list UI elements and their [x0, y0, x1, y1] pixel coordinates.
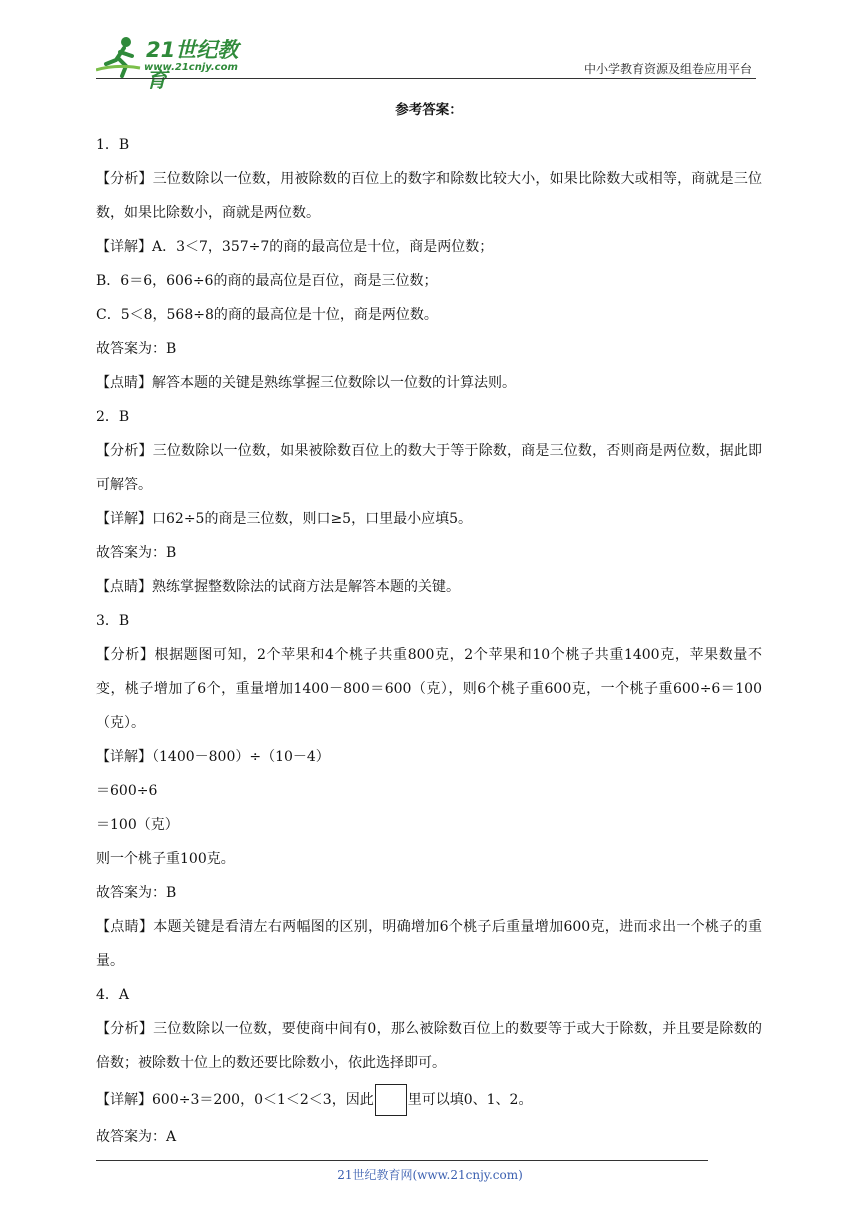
page-title: 参考答案： [395, 102, 463, 118]
q2-detail-text: 口62÷5的商是三位数，则口≥5，口里最小应填5。 [152, 511, 472, 527]
q1-analysis [96, 162, 762, 230]
blank-box [375, 1084, 407, 1116]
analysis-tag: 【分析】 [96, 1021, 154, 1037]
page-footer: 21世纪教育网(www.21cnjy.com) [337, 1168, 523, 1182]
tip-tag: 【点睛】 [96, 919, 154, 935]
q3-tip-text: 本题关键是看清左右两幅图的区别，明确增加6个桃子后重量增加600克，进而求出一个桃子的重量。 [96, 919, 762, 969]
q4-answer: 4．A [96, 987, 130, 1003]
q3-detail-1: （1400－800）÷（10－4） [152, 749, 330, 765]
q2-detail [96, 502, 762, 536]
header-divider [96, 78, 756, 79]
logo-text: 21世纪教育 [146, 38, 239, 92]
analysis-tag: 【分析】 [96, 171, 153, 187]
q1-detail-a: A．3＜7，357÷7的商的最高位是十位，商是两位数； [152, 239, 494, 255]
q2-tip [96, 570, 762, 604]
q2-tip-text: 熟练掌握整数除法的试商方法是解答本题的关键。 [152, 579, 460, 595]
analysis-tag: 【分析】 [96, 647, 155, 663]
q1-detail-b: B．6＝6，606÷6的商的最高位是百位，商是三位数； [96, 273, 438, 289]
q1-tip-text: 解答本题的关键是熟练掌握三位数除以一位数的计算法则。 [152, 375, 516, 391]
tip-tag: 【点睛】 [96, 375, 152, 391]
q3-detail-4: 则一个桃子重100克。 [96, 851, 235, 867]
q4-final: 故答案为：A [96, 1129, 177, 1145]
q4-detail-before: 600÷3＝200，0＜1＜2＜3，因此 [152, 1092, 374, 1108]
runner-logo-icon [96, 34, 144, 78]
q2-analysis [96, 434, 762, 502]
q3-tip [96, 910, 762, 978]
platform-name: 中小学教育资源及组卷应用平台 [583, 62, 752, 76]
q1-final: 故答案为：B [96, 341, 177, 357]
logo-url: www.21cnjy.com [144, 62, 238, 73]
q2-analysis-text: 三位数除以一位数，如果被除数百位上的数大于等于除数，商是三位数，否则商是两位数，据此即可解答。 [96, 443, 763, 493]
q1-analysis-text: 三位数除以一位数，用被除数的百位上的数字和除数比较大小，如果比除数大或相等，商就是三位数，如果比除数小，商就是两位数。 [96, 171, 763, 221]
site-logo [96, 34, 256, 92]
detail-tag: 【详解】 [96, 511, 152, 527]
q3-detail-2: ＝600÷6 [96, 783, 158, 799]
q4-detail [96, 1080, 762, 1120]
q3-detail [96, 740, 762, 774]
q1-detail-c: C．5＜8，568÷8的商的最高位是十位，商是两位数。 [96, 307, 438, 323]
q2-final: 故答案为：B [96, 545, 177, 561]
q3-analysis [96, 638, 762, 740]
q3-final: 故答案为：B [96, 885, 177, 901]
tip-tag: 【点睛】 [96, 579, 152, 595]
q3-analysis-text: 根据题图可知，2个苹果和4个桃子共重800克，2个苹果和10个桃子共重1400克，苹果数量不变，桃子增加了6个，重量增加1400－800＝600（克），则6个桃子重600克，一个桃子重600÷6＝100（克）。 [96, 647, 763, 731]
detail-tag: 【详解】 [96, 749, 152, 765]
footer-divider [96, 1160, 708, 1161]
q4-detail-after: 里可以填0、1、2。 [407, 1092, 533, 1108]
q4-analysis-text: 三位数除以一位数，要使商中间有0，那么被除数百位上的数要等于或大于除数，并且要是除数的倍数；被除数十位上的数还要比除数小，依此选择即可。 [96, 1021, 763, 1071]
answer-content [96, 98, 762, 1154]
q4-analysis [96, 1012, 762, 1080]
page-header [96, 30, 756, 92]
q1-answer: 1．B [96, 137, 130, 153]
analysis-tag: 【分析】 [96, 443, 153, 459]
q3-detail-3: ＝100（克） [96, 817, 179, 833]
q1-detail [96, 230, 762, 264]
detail-tag: 【详解】 [96, 239, 152, 255]
detail-tag: 【详解】 [96, 1092, 152, 1108]
q1-tip [96, 366, 762, 400]
q3-answer: 3．B [96, 613, 130, 629]
q2-answer: 2．B [96, 409, 130, 425]
